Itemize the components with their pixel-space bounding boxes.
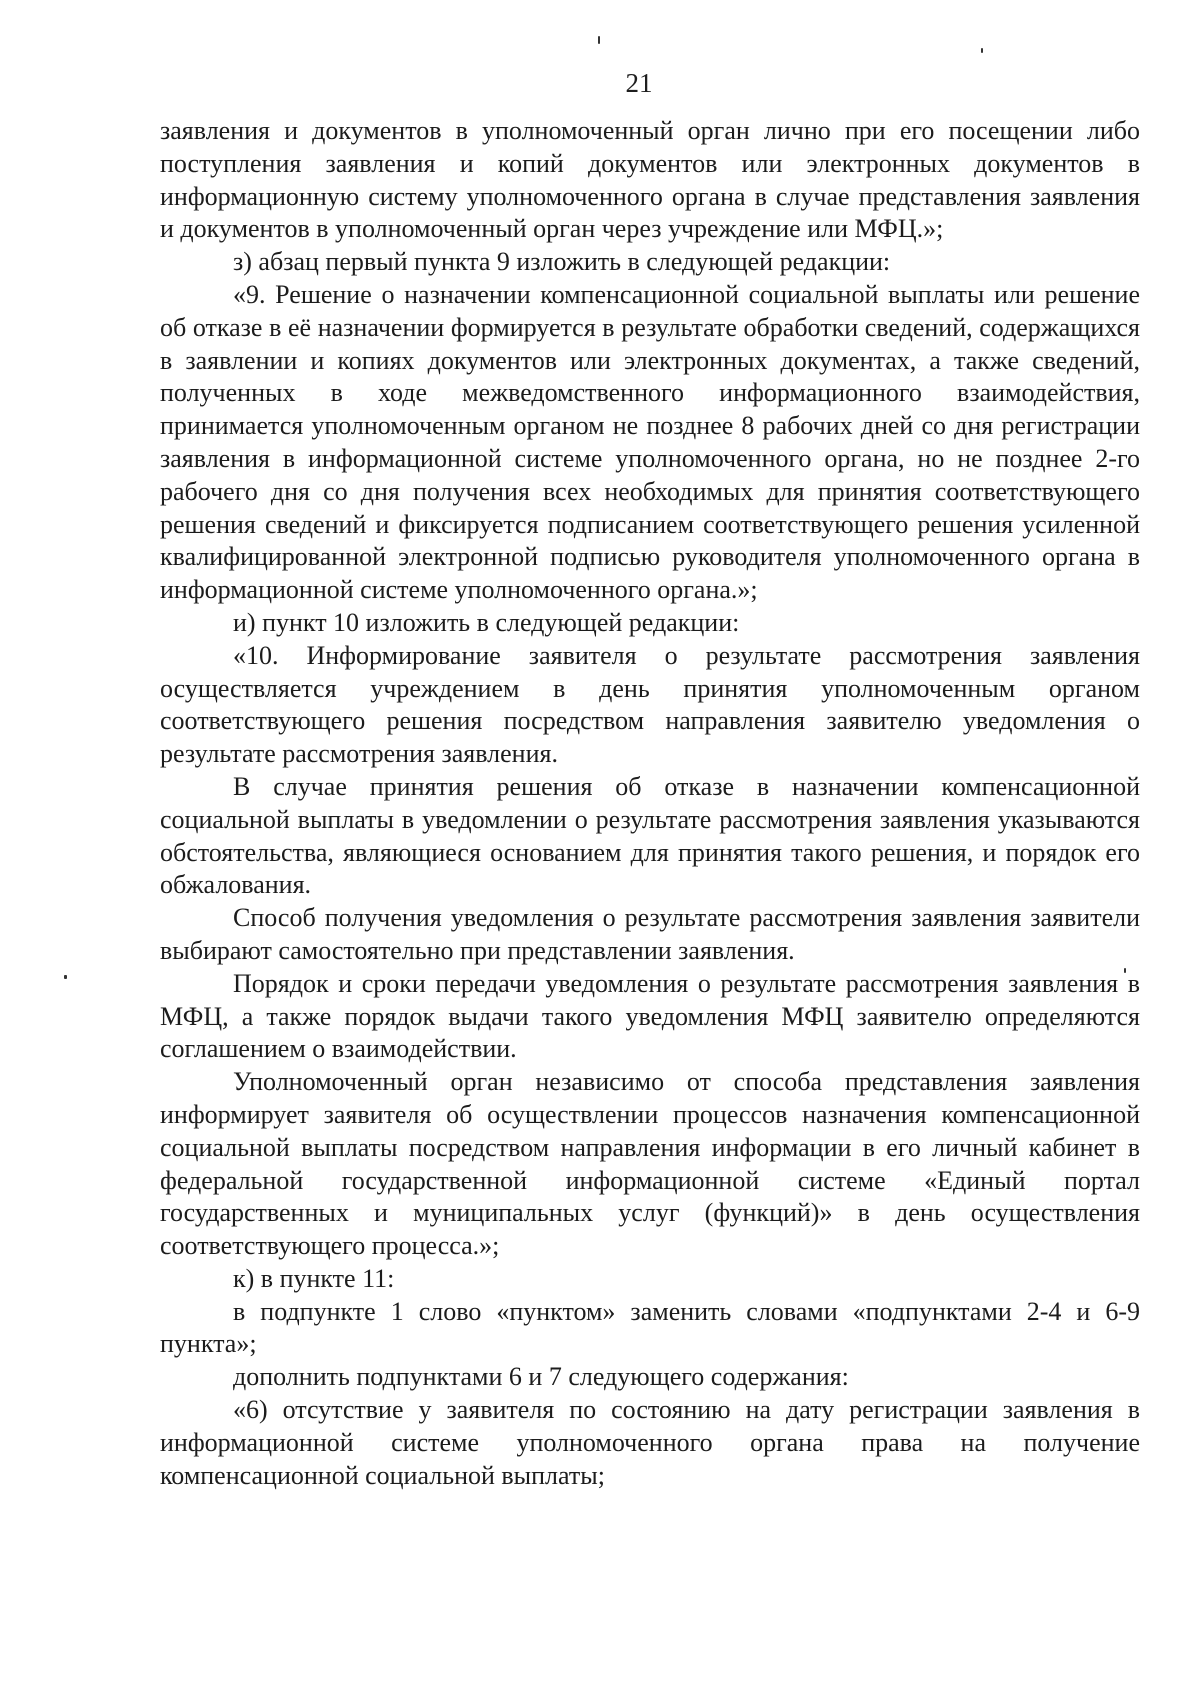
paragraph: к) в пункте 11: [233, 1263, 395, 1293]
paragraph: Порядок и сроки передачи уведомления о результате рассмотрения заявления в МФЦ, а также порядок выдачи такого уведомления МФЦ заявителю определяются соглашением о взаимодействии. [160, 968, 1140, 1064]
paragraph: в подпункте 1 слово «пунктом» заменить словами «подпунктами 2-4 и 6-9 пункта»; [160, 1296, 1140, 1359]
paragraph: В случае принятия решения об отказе в назначении компенсационной социальной выплаты в уведомлении о результате рассмотрения заявления указываются обстоятельства, являющиеся основанием для принятия такого решения, и порядок его обжалования. [160, 771, 1140, 900]
document-body [160, 115, 1140, 1492]
scan-speck [64, 975, 67, 979]
paragraph: Уполномоченный орган независимо от способа представления заявления информирует заявителя об осуществлении процессов назначения компенсационной социальной выплаты посредством направления информации в его личный кабинет в федеральной государственной информационной системе «Единый портал государственных и муниципальных услуг (функций)» в день осуществления соответствующего процесса.»; [160, 1067, 1140, 1261]
paragraph: «10. Информирование заявителя о результате рассмотрения заявления осуществляется учреждением в день принятия уполномоченным органом соответствующего решения посредством направления заявителю уведомления о результате рассмотрения заявления. [160, 640, 1140, 769]
paragraph: з) абзац первый пункта 9 изложить в следующей редакции: [233, 247, 891, 277]
paragraph: Способ получения уведомления о результате рассмотрения заявления заявители выбирают самостоятельно при представлении заявления. [160, 903, 1140, 965]
paragraph: дополнить подпунктами 6 и 7 следующего содержания: [233, 1362, 849, 1392]
page-number: 21 [625, 68, 653, 98]
scan-speck [598, 36, 600, 44]
paragraph: «9. Решение о назначении компенсационной социальной выплаты или решение об отказе в её назначении формируется в результате обработки сведений, содержащихся в заявлении и копиях документов или электронных документах, а также сведений, полученных в ходе межведомственного информационного взаимодействия, принимается уполномоченным органом не позднее 8 рабочих дней со дня регистрации заявления в информационной системе уполномоченного органа, но не позднее 2-го рабочего дня со дня получения всех необходимых для принятия соответствующего решения сведений и фиксируется подписанием соответствующего решения усиленной квалифицированной электронной подписью руководителя уполномоченного органа в информационной системе уполномоченного органа.»; [160, 279, 1140, 605]
paragraph: и) пункт 10 изложить в следующей редакции: [233, 607, 740, 637]
scan-speck [981, 48, 983, 53]
paragraph: заявления и документов в уполномоченный орган лично при его посещении либо поступления заявления и копий документов или электронных документов в информационную систему уполномоченного органа в случае представления заявления и документов в уполномоченный орган через учреждение или МФЦ.»; [160, 116, 1140, 244]
paragraph: «6) отсутствие у заявителя по состоянию на дату регистрации заявления в информационной системе уполномоченного органа права на получение компенсационной социальной выплаты; [160, 1395, 1140, 1490]
